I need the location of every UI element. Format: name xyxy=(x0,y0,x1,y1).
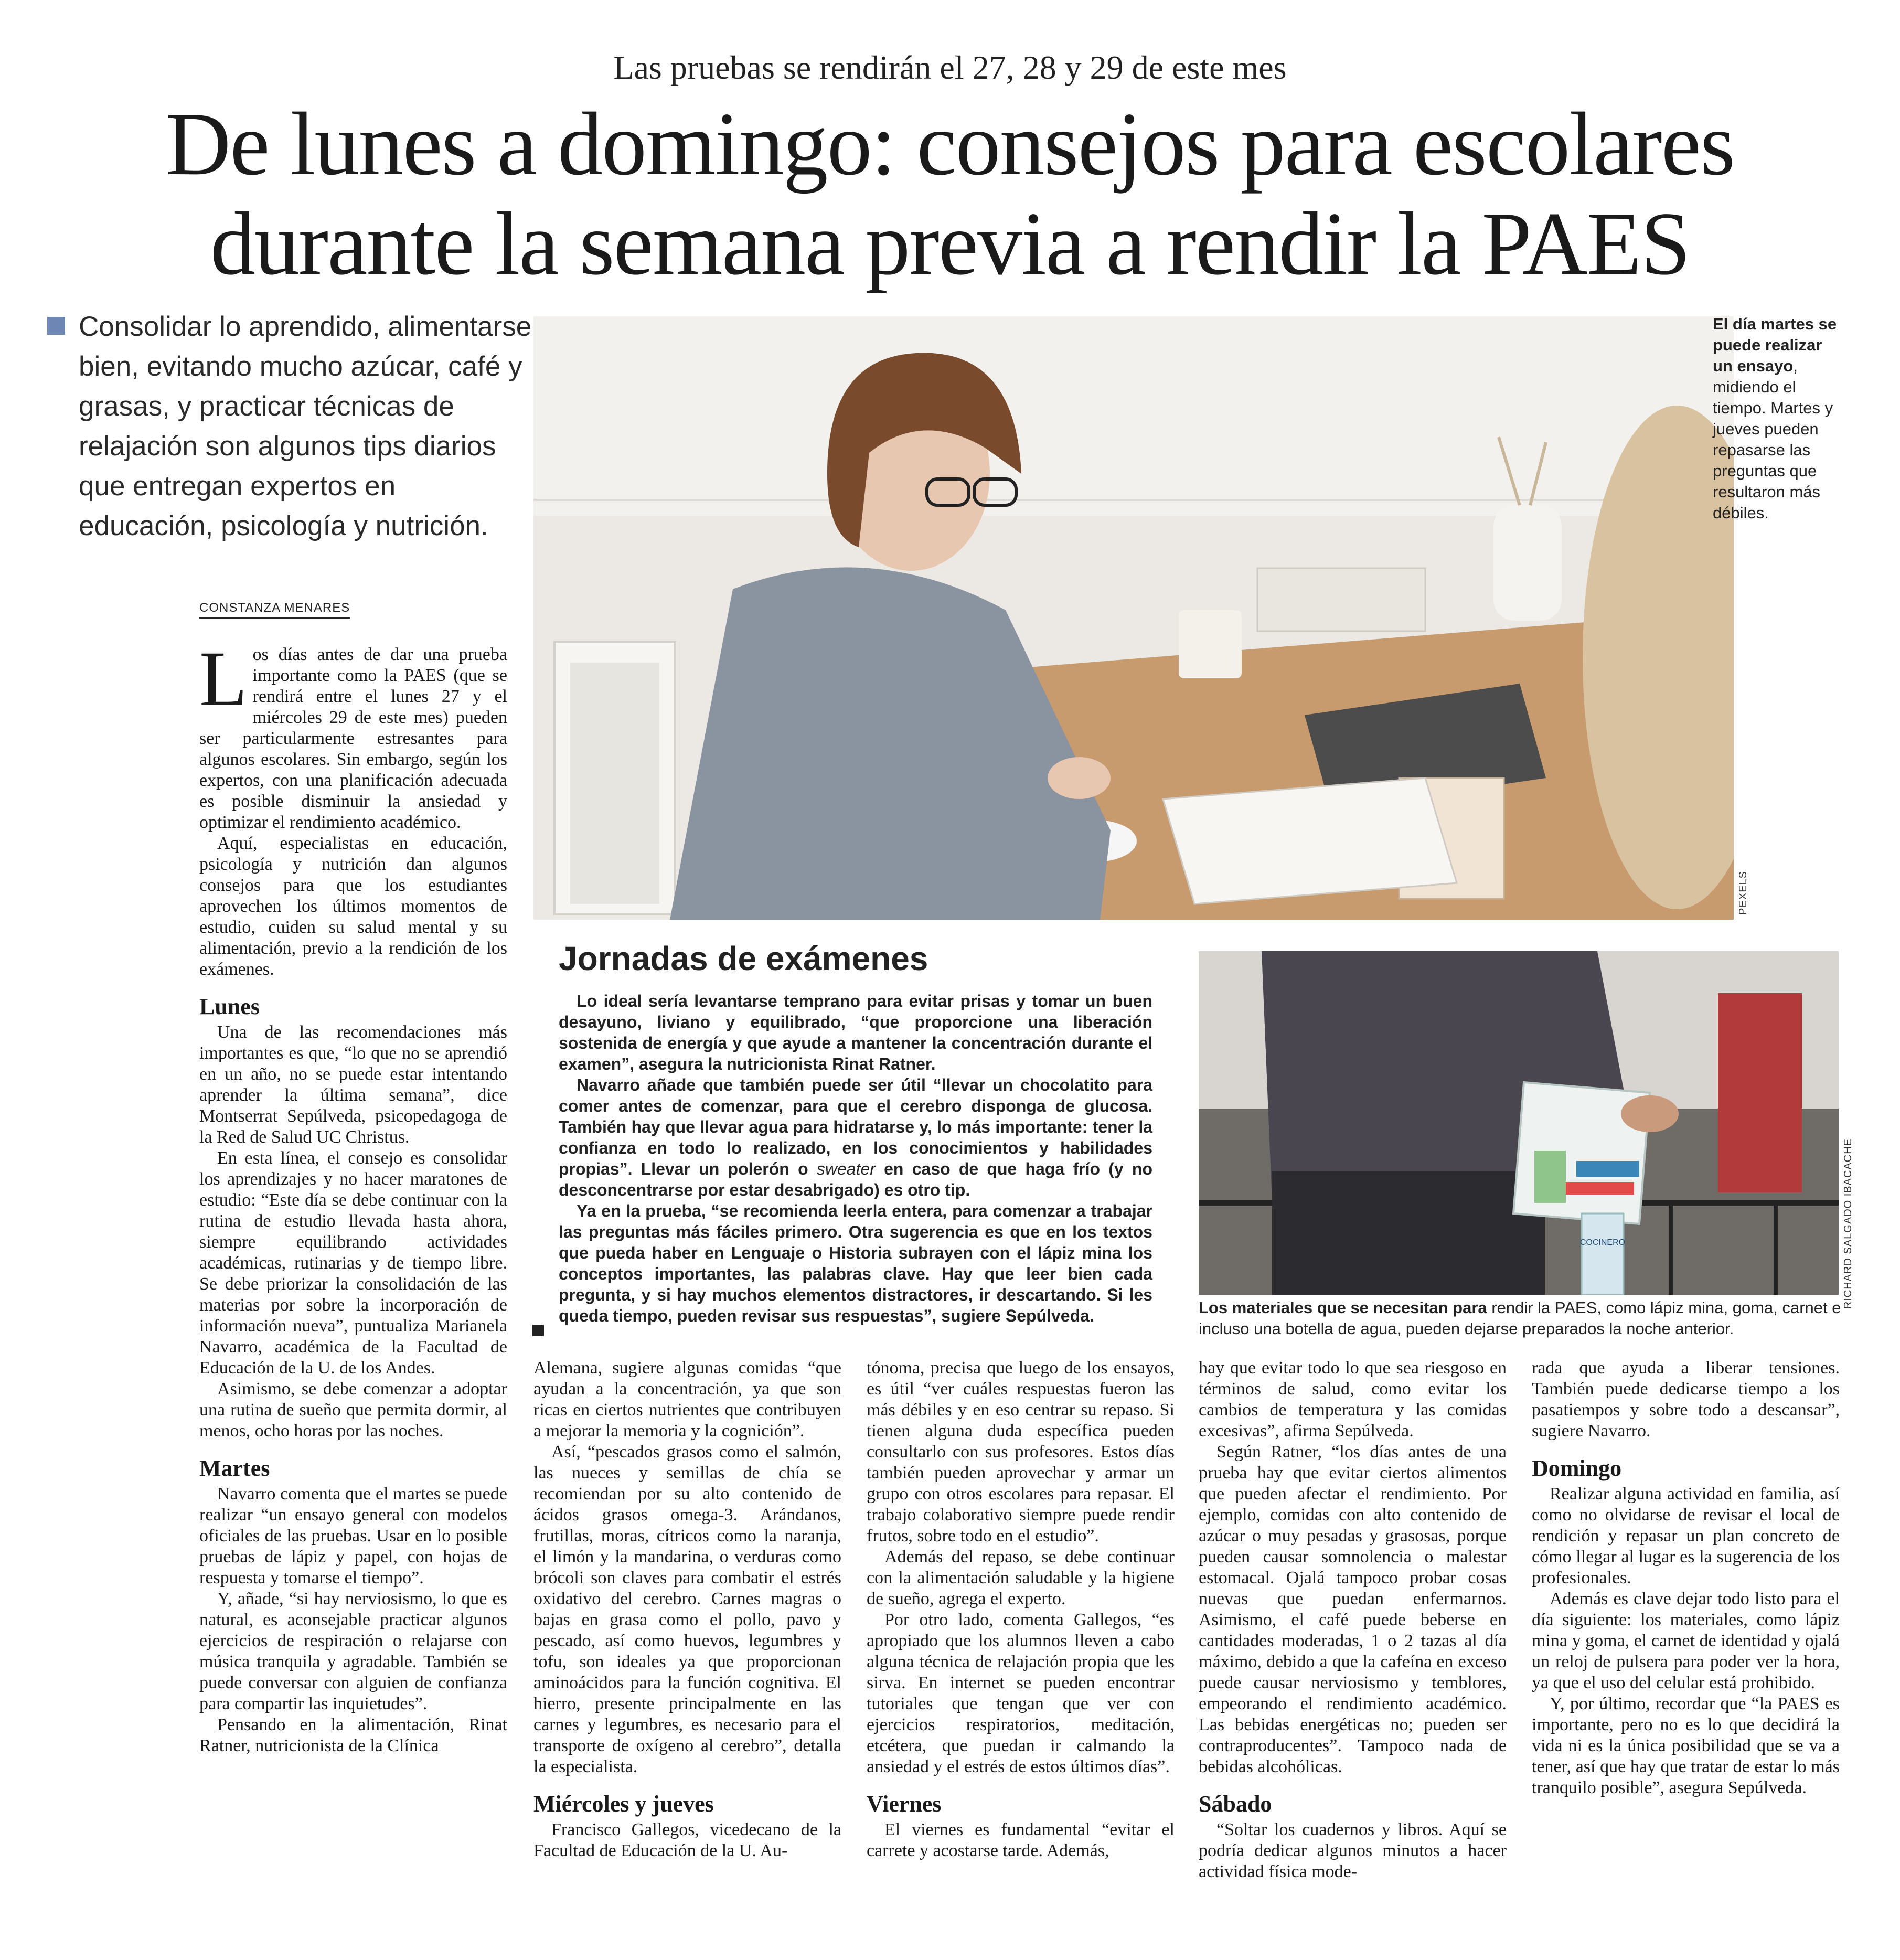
sidebar-paragraph-2 xyxy=(559,1074,1152,1200)
dropcap: L xyxy=(199,635,248,722)
kicker: Las pruebas se rendirán el 27, 28 y 29 de este mes xyxy=(613,49,1287,86)
sidebar-paragraph-2a: Navarro añade que también puede ser útil “llevar un chocolatito para comer antes de comenzar, para que el cerebro disponga de glucosa. También hay que llevar agua para hidratarse y, lo más importante: tener la confianza en todo lo realizado, en los conocimientos y habilidades propias”. Llevar un polerón o xyxy=(559,1075,1152,1178)
sidebar-italic-word: sweater xyxy=(816,1159,876,1178)
domingo-paragraph-2: Además es clave dejar todo listo para el día siguiente: los materiales, como lápiz mina y goma, el carnet de identidad y ojalá un reloj de pulsera para poder ver la hora, ya que el uso del celular está prohibido. xyxy=(1532,1589,1840,1692)
viernes-paragraph-1: El viernes es fundamental “evitar el carrete y acostarse tarde. Además, xyxy=(867,1820,1175,1860)
headline-line-2: durante la semana previa a rendir la PAES xyxy=(210,194,1690,294)
photo1-caption xyxy=(1713,314,1839,524)
photo2-caption xyxy=(1199,1297,1844,1339)
col4-paragraph-2: Según Ratner, “los días antes de una prueba hay que evitar ciertos alimentos que pueden afectar el rendimiento. Por ejemplo, comidas con alto contenido de azúcar o muy pesadas y grasosas, porque pueden causar somnolencia o malestar estomacal. Ojalá tampoco probar cosas nuevas que puedan enfermarnos. Asimismo, el café puede beberse en cantidades moderadas, 1 o 2 tazas al día máximo, debido a que la cafeína en exceso puede causar nerviosismo y temblores, empeorando el rendimiento académico. Las bebidas energéticas no; pueden ser contraproducentes”. Tampoco nada de bebidas alcohólicas. xyxy=(1199,1442,1507,1776)
section-title-domingo: Domingo xyxy=(1532,1455,1622,1481)
col2-paragraph-1: Alemana, sugiere algunas comidas “que ayudan a la concentración, ya que son ricas en ciertos nutrientes que contribuyen a mejorar la memoria y la cognición”. xyxy=(533,1358,841,1441)
column-2 xyxy=(533,1358,841,1861)
photo2-caption-bold: Los materiales que se necesitan para xyxy=(1199,1298,1487,1317)
col3-paragraph-3: Por otro lado, comenta Gallegos, “es apropiado que los alumnos lleven a cabo alguna técnica de relajación propia que les sirva. En internet se pueden encontrar tutoriales que tengan que ver con ejercicios respiratorios, meditación, etcétera, que puedan ir calmando la ansiedad y el estrés de estos últimos días”. xyxy=(867,1610,1175,1776)
section-title-miercoles: Miércoles y jueves xyxy=(533,1791,714,1817)
photo1-credit: PEXELS xyxy=(1737,871,1749,915)
headline xyxy=(0,94,1900,294)
photo1-caption-rest: , midiendo el tiempo. Martes y jueves pueden repasarse las preguntas que resultaron más débiles. xyxy=(1713,357,1833,522)
col3-paragraph-2: Además del repaso, se debe continuar con la alimentación saludable y la higiene de sueño, agrega el experto. xyxy=(867,1547,1175,1609)
sidebar-end-mark-icon xyxy=(532,1325,544,1336)
photo2-caption-rest: rendir la PAES, como lápiz mina, goma, carnet e incluso una botella de agua, pueden dejarse preparados la noche anterior. xyxy=(1199,1298,1841,1338)
section-title-sabado: Sábado xyxy=(1199,1791,1272,1817)
miercoles-paragraph-1: Francisco Gallegos, vicedecano de la Facultad de Educación de la U. Au- xyxy=(533,1820,841,1860)
photo-student-studying xyxy=(533,316,1734,920)
lunes-paragraph-2: En esta línea, el consejo es consolidar los aprendizajes y no hacer maratones de estudio: “Este día se debe continuar con la rutina de estudio llevada hasta ahora, siempre equilibrando actividades académicas, rutinarias y de tiempo libre. Se debe priorizar la consolidación de las materias por sobre la incorporación de información nueva”, puntualiza Marianela Navarro, académica de la Facultad de Educación de la U. de los Andes. xyxy=(199,1148,507,1378)
photo-exam-materials xyxy=(1199,951,1839,1295)
lunes-paragraph-1: Una de las recomendaciones más importantes es que, “lo que no se aprendió en un año, no se puede estar intentando aprender la última semana”, dice Montserrat Sepúlveda, psicopedagoga de la Red de Salud UC Christus. xyxy=(199,1022,507,1147)
photo2-credit: RICHARD SALGADO IBACACHE xyxy=(1842,1138,1854,1309)
photo1-caption-bold: El día martes se puede realizar un ensayo xyxy=(1713,315,1837,375)
sidebar-title: Jornadas de exámenes xyxy=(559,940,928,977)
col3-paragraph-1: tónoma, precisa que luego de los ensayos, es útil “ver cuáles respuestas fueron las más débiles y en eso centrar su repaso. Si tienen alguna duda específica pueden consultarlo con sus profesores. Estos días también pueden aprovechar y armar un grupo con otros escolares para repasar. El trabajo colaborativo siempre puede rendir frutos, sobre todo en el estudio”. xyxy=(867,1358,1175,1546)
headline-line-1: De lunes a domingo: consejos para escolares xyxy=(166,94,1734,194)
intro-text-1: os días antes de dar una prueba importante como la PAES (que se rendirá entre el lunes 27 y el miércoles 29 de este mes) pueden ser particularmente estresantes para algunos escolares. Sin embargo, según los expertos, con una planificación adecuada es posible disminuir la ansiedad y optimizar el rendimiento académico. xyxy=(199,645,507,832)
intro-paragraph-2: Aquí, especialistas en educación, psicología y nutrición dan algunos consejos para que los estudiantes aprovechen los últimos momentos de estudio, cuiden su salud mental y su alimentación, previo a la rendición de los exámenes. xyxy=(199,834,507,979)
byline: CONSTANZA MENARES xyxy=(199,601,350,619)
column-1 xyxy=(199,635,507,1756)
bottle-label: COCINERO xyxy=(1579,1238,1626,1247)
domingo-paragraph-1: Realizar alguna actividad en familia, así como no olvidarse de revisar el local de rendición y repasar un plan concreto de cómo llegar al lugar es la sugerencia de los profesionales. xyxy=(1532,1484,1840,1588)
column-4 xyxy=(1199,1358,1507,1882)
sidebar-body xyxy=(559,990,1152,1326)
section-title-martes: Martes xyxy=(199,1455,270,1481)
intro-paragraph-1 xyxy=(199,635,507,833)
section-title-lunes: Lunes xyxy=(199,994,260,1019)
column-3 xyxy=(867,1358,1175,1861)
column-5 xyxy=(1532,1358,1840,1798)
martes-paragraph-2: Y, añade, “si hay nerviosismo, lo que es natural, es aconsejable practicar algunos ejercicios de respiración o relajarse con música tranquila y agradable. También se puede conversar con alguien de confianza para compartir las inquietudes”. xyxy=(199,1589,507,1713)
sidebar-paragraph-3: Ya en la prueba, “se recomienda leerla entera, para comenzar a trabajar las preguntas más fáciles primero. Otra sugerencia es que en los textos que pueda haber en Lenguaje o Historia subrayen con el lápiz mina los conceptos importantes, las palabras clave. Hay que leer bien cada pregunta, y si hay muchos elementos distractores, ir descartando. Si les queda tiempo, pueden revisar sus respuestas”, sugiere Sepúlveda. xyxy=(559,1201,1152,1325)
sabado-paragraph-1: “Soltar los cuadernos y libros. Aquí se podría dedicar algunos minutos a hacer actividad física mode- xyxy=(1199,1820,1507,1881)
section-title-viernes: Viernes xyxy=(867,1791,942,1817)
col4-paragraph-1: hay que evitar todo lo que sea riesgoso en términos de salud, como evitar los cambios de temperatura y las comidas excesivas”, afirma Sepúlveda. xyxy=(1199,1358,1507,1441)
martes-paragraph-1: Navarro comenta que el martes se puede realizar “un ensayo general con modelos oficiales de las pruebas. Usar en lo posible pruebas de lápiz y papel, con hojas de respuesta y tomarse el tiempo”. xyxy=(199,1484,507,1588)
col2-paragraph-2: Así, “pescados grasos como el salmón, las nueces y semillas de chía se recomiendan por su alto contenido de ácidos grasos omega-3. Arándanos, frutillas, moras, cítricos como la naranja, el limón y la mandarina, o verduras como brócoli son claves para combatir el estrés oxidativo del cerebro. Carnes magras o bajas en grasa como el pollo, pavo y pescado, así como huevos, legumbres y tofu, son ideales ya que proporcionan aminoácidos para la función cognitiva. El hierro, presente principalmente en las carnes y legumbres, es necesario para el transporte de oxígeno al cerebro”, detalla la especialista. xyxy=(533,1442,841,1776)
martes-paragraph-3: Pensando en la alimentación, Rinat Ratner, nutricionista de la Clínica xyxy=(199,1715,507,1755)
sidebar-paragraph-2b: en caso de que haga frío (y no desconcentrarse por estar desabrigado) es otro tip. xyxy=(559,1159,1153,1199)
sidebar-paragraph-1: Lo ideal sería levantarse temprano para evitar prisas y tomar un buen desayuno, liviano y equilibrado, “que proporcione una liberación sostenida de energía y que ayude a mantener la concentración durante el examen”, asegura la nutricionista Rinat Ratner. xyxy=(559,992,1152,1073)
col5-paragraph-1: rada que ayuda a liberar tensiones. También puede dedicarse tiempo a los pasatiempos y sobre todo a descansar”, sugiere Navarro. xyxy=(1532,1358,1840,1441)
lunes-paragraph-3: Asimismo, se debe comenzar a adoptar una rutina de sueño que permita dormir, al menos, ocho horas por las noches. xyxy=(199,1379,507,1441)
deck: Consolidar lo aprendido, alimentarse bien, evitando mucho azúcar, café y grasas, y practicar técnicas de relajación son algunos tips diarios que entregan expertos en educación, psicología y nutrición. xyxy=(79,311,532,541)
domingo-paragraph-3: Y, por último, recordar que “la PAES es importante, pero no es lo que decidirá la vida ni es la única posibilidad que se va a tener, así que hay que tratar de estar lo más tranquilo posible”, asegura Sepúlveda. xyxy=(1532,1694,1840,1797)
